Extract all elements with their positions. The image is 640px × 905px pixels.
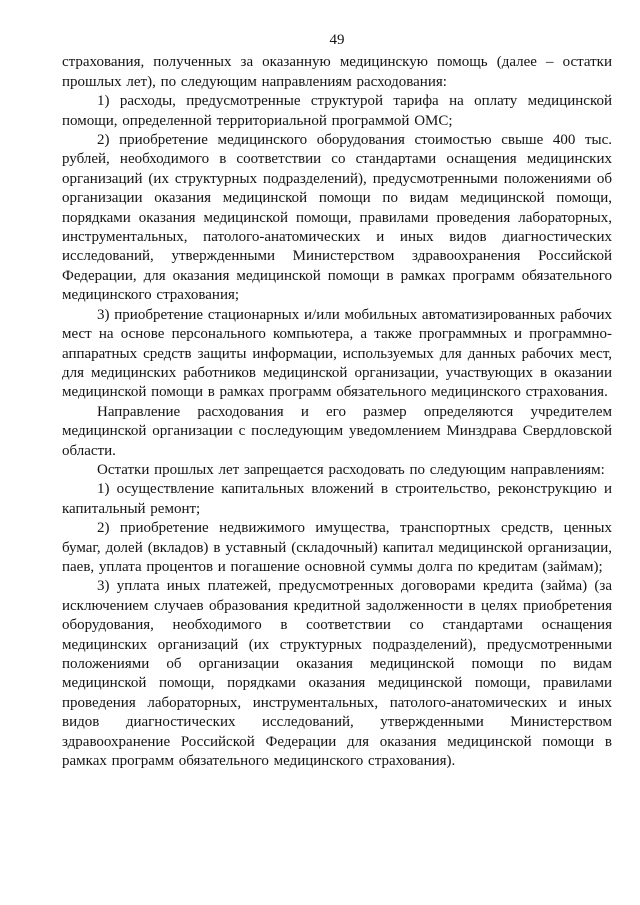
paragraph: 3) уплата иных платежей, предусмотренных договорами кредита (займа) (за исключением случаев образования кредитной задолженности в целях приобретения оборудования, необходимого в соответствии со стандартами оснащения медицинских организаций (их структурных подразделений), предусмотренными положениями об организации оказания медицинской помощи по видам медицинской помощи, порядками оказания медицинской помощи, правилами проведения лабораторных, инструментальных, патолого-анатомических и иных видов диагностических исследований, утвержденными Министерством здравоохранение Российской Федерации для оказания медицинской помощи в рамках программ обязательного медицинского страхования). (62, 578, 612, 770)
page-number: 49 (329, 32, 345, 48)
paragraph: 1) расходы, предусмотренные структурой тарифа на оплату медицинской помощи, определенной территориальной программой ОМС; (62, 93, 612, 129)
paragraph: страхования, полученных за оказанную медицинскую помощь (далее – остатки прошлых лет), по следующим направлениям расходования: (62, 54, 612, 90)
paragraph: 2) приобретение недвижимого имущества, транспортных средств, ценных бумаг, долей (вкладов) в уставный (складочный) капитал медицинской организации, паев, уплата процентов и погашение основной суммы долга по кредитам (займам); (62, 520, 612, 575)
paragraph: Остатки прошлых лет запрещается расходовать по следующим направлениям: (97, 461, 605, 478)
paragraph: 2) приобретение медицинского оборудования стоимостью свыше 400 тыс. рублей, необходимого в соответствии со стандартами оснащения медицинских организаций (их структурных подразделений), предусмотренными положениями об организации оказания медицинской помощи по видам медицинской помощи, порядками оказания медицинской помощи, правилами проведения лабораторных, инструментальных, патолого-анатомических и иных видов диагностических исследований, утвержденными Министерством здравоохранения Российской Федерации, для оказания медицинской помощи в рамках программ обязательного медицинского страхования; (62, 132, 612, 304)
paragraph: Направление расходования и его размер определяются учредителем медицинской организации с последующим уведомлением Минздрава Свердловской области. (62, 403, 612, 459)
paragraph: 1) осуществление капитальных вложений в строительство, реконструкцию и капитальный ремонт; (62, 481, 612, 517)
paragraph: 3) приобретение стационарных и/или мобильных автоматизированных рабочих мест на основе персонального компьютера, а также программных и программно-аппаратных средств защиты информации, используемых для данных рабочих мест, для медицинских работников медицинской организации, участвующих в оказании медицинской помощи в рамках программ обязательного медицинского страхования. (62, 306, 612, 401)
